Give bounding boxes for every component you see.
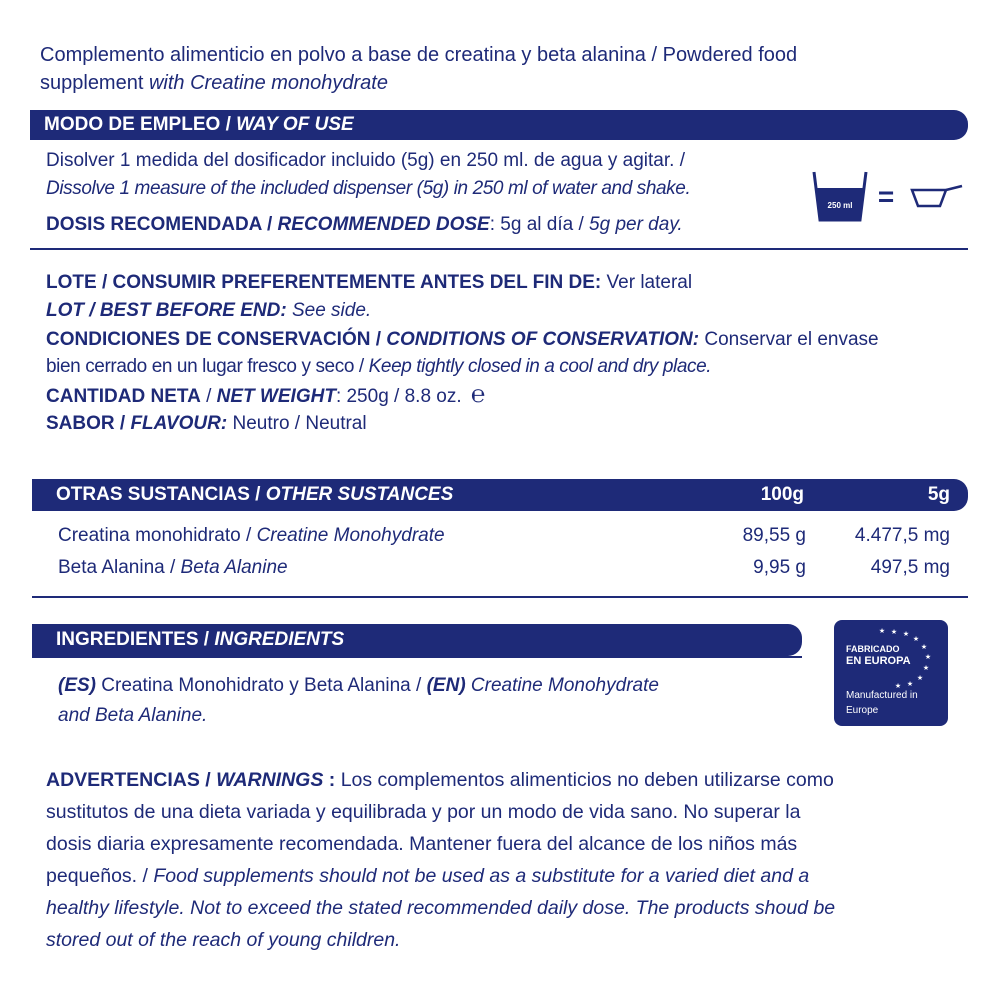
use-header-es: MODO DE EMPLEO / <box>44 114 237 135</box>
cond-value-es1: Conservar el envase <box>699 329 879 350</box>
intro-italic: with Creatine monohydrate <box>148 72 388 94</box>
lot-value-es: Ver lateral <box>601 272 693 293</box>
svg-text:★: ★ <box>894 682 902 690</box>
lot-label-en: LOT / BEST BEFORE END: <box>46 300 287 321</box>
dose-label-es: DOSIS RECOMENDADA / <box>46 214 278 235</box>
glass-icon <box>814 172 866 220</box>
lot-line-es <box>46 270 692 296</box>
warnings-en-1: Food supplements should not be used as a substitute for a varied diet and a <box>153 865 810 887</box>
svg-text:★: ★ <box>920 643 928 651</box>
warnings-label-es: ADVERTENCIAS / <box>46 769 217 791</box>
es-tag: (ES) <box>58 675 96 696</box>
col-100g: 100g <box>760 484 804 505</box>
ingredients-es-text: Creatina Monohidrato y Beta Alanina / <box>96 675 427 696</box>
cond-value-en: Keep tightly closed in a cool and dry place. <box>368 356 712 377</box>
scoop-icon <box>912 186 962 206</box>
substance-row-2-5g: 497,5 mg <box>870 557 950 578</box>
flavour-label-es: SABOR / <box>46 413 131 434</box>
svg-text:★: ★ <box>922 664 930 672</box>
divider-1 <box>30 248 968 250</box>
net-value: : 250g / 8.8 oz. <box>335 386 462 407</box>
svg-text:★: ★ <box>878 627 886 635</box>
glass-equals-scoop-icon <box>810 168 970 224</box>
ingredients-header <box>32 624 802 656</box>
ingredients-en-text-1: Creatine Monohydrate <box>465 675 659 696</box>
svg-text:★: ★ <box>912 635 920 643</box>
flavour-line <box>46 411 367 437</box>
substance-row-1-100g: 89,55 g <box>742 525 806 546</box>
net-label-es: CANTIDAD NETA <box>46 386 201 407</box>
substance-name-en: Creatine Monohydrate <box>256 525 445 546</box>
ingredients-line-1 <box>58 673 659 699</box>
en-tag: (EN) <box>426 675 466 696</box>
warnings-colon: : <box>323 769 336 791</box>
svg-text:★: ★ <box>906 680 914 688</box>
use-line-en: Dissolve 1 measure of the included dispenser (5g) in 250 ml of water and shake. <box>46 178 691 199</box>
e-mark-icon: ℮ <box>470 381 486 408</box>
ingredients-line-2: and Beta Alanine. <box>58 705 208 726</box>
eu-badge-line-4: Europe <box>846 705 879 716</box>
eu-badge-line-2: EN EUROPA <box>846 655 911 667</box>
warnings-es-4: pequeños. / <box>46 865 154 887</box>
svg-text:★: ★ <box>890 628 898 636</box>
svg-text:★: ★ <box>924 653 932 661</box>
dose-line <box>46 212 683 238</box>
intro-plain: supplement <box>40 72 149 94</box>
equals-sign: = <box>877 181 895 212</box>
eu-badge-line-3: Manufactured in <box>846 690 918 701</box>
dose-value-es: : 5g al día / <box>489 214 590 235</box>
warnings-line-6: stored out of the reach of young children. <box>46 929 401 951</box>
substance-name-es: Beta Alanina / <box>58 557 181 578</box>
ingredients-underline <box>32 656 802 658</box>
warnings-es-1: Los complementos alimenticios no deben utilizarse como <box>335 769 834 791</box>
warnings-line-4 <box>46 863 809 889</box>
substance-row-1-name <box>58 523 445 549</box>
glass-label: 250 ml <box>827 201 853 210</box>
substance-row-2-name <box>58 555 288 581</box>
net-weight-line <box>46 382 485 410</box>
use-line-es: Disolver 1 medida del dosificador incluido (5g) en 250 ml. de agua y agitar. / <box>46 150 685 171</box>
eu-badge-line-1: FABRICADO <box>846 644 900 654</box>
use-header-en: WAY OF USE <box>236 114 354 135</box>
dose-label-en: RECOMMENDED DOSE <box>277 214 490 235</box>
substances-header-es: OTRAS SUSTANCIAS / <box>56 484 266 505</box>
lot-label-es: LOTE / CONSUMIR PREFERENTEMENTE ANTES DEL FIN DE: <box>46 272 602 293</box>
net-label-en: NET WEIGHT <box>216 386 336 407</box>
intro-line-2 <box>40 70 388 96</box>
cond-value-es2: bien cerrado en un lugar fresco y seco / <box>46 356 369 377</box>
svg-text:★: ★ <box>902 630 910 638</box>
substances-header-en: OTHER SUSTANCES <box>265 484 454 505</box>
substance-row-2-100g: 9,95 g <box>753 557 806 578</box>
substance-name-en: Beta Alanine <box>180 557 288 578</box>
svg-text:★: ★ <box>916 674 924 682</box>
net-sep: / <box>200 386 217 407</box>
col-5g: 5g <box>927 484 950 505</box>
conditions-line-2 <box>46 354 711 380</box>
warnings-line-1 <box>46 767 834 793</box>
substance-name-es: Creatina monohidrato / <box>58 525 257 546</box>
lot-value-en: See side. <box>286 300 372 321</box>
conditions-line-1 <box>46 327 879 353</box>
substance-row-1-5g: 4.477,5 mg <box>854 525 950 546</box>
intro-line-1: Complemento alimenticio en polvo a base de creatina y beta alanina / Powdered food <box>40 44 798 66</box>
flavour-value: Neutro / Neutral <box>227 413 367 434</box>
divider-2 <box>32 596 968 598</box>
cond-label-en: CONDITIONS OF CONSERVATION: <box>386 329 700 350</box>
warnings-line-2: sustitutos de una dieta variada y equilibrada y por un modo de vida sano. No superar la <box>46 801 801 823</box>
lot-line-en <box>46 298 371 324</box>
warnings-line-3: dosis diaria expresamente recomendada. Mantener fuera del alcance de los niños más <box>46 833 798 855</box>
dose-value-en: 5g per day. <box>589 214 683 235</box>
ingredients-header-es: INGREDIENTES / <box>56 629 215 650</box>
warnings-line-5: healthy lifestyle. Not to exceed the stated recommended daily dose. The products shoud be <box>46 897 836 919</box>
use-section-header <box>30 110 968 140</box>
flavour-label-en: FLAVOUR: <box>130 413 228 434</box>
substances-header <box>32 479 968 511</box>
warnings-label-en: WARNINGS <box>216 769 324 791</box>
cond-label-es: CONDICIONES DE CONSERVACIÓN / <box>46 329 387 350</box>
ingredients-header-en: INGREDIENTS <box>214 629 345 650</box>
eu-badge <box>834 620 948 726</box>
